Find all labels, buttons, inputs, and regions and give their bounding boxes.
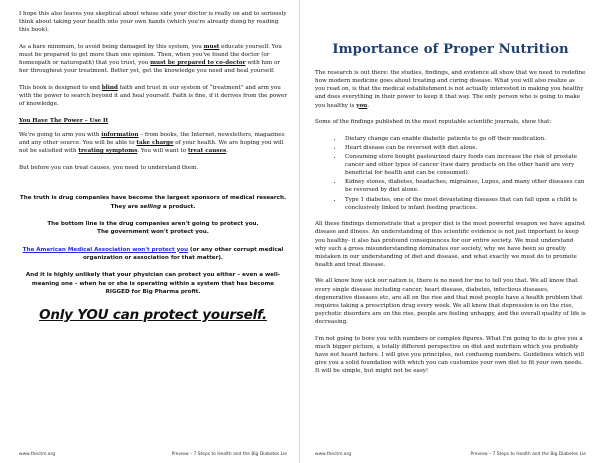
list-item: • Dietary change can enable diabetic patients to go off their medication. [343,135,586,143]
emphasis-take-charge: take charge [136,139,174,146]
footer-website: www.thectm.org [315,452,351,457]
callout-4 [19,271,287,296]
emphasis-treat-causes: treat causes [187,147,227,154]
left-footer [19,452,287,457]
left-paragraph-1-text: I hope this also leaves you skeptical about whose side your doctor is really on and to seriously think about taking your health into your own hands (which you're already doing by reading this book). [19,11,287,34]
text-run: . [226,147,228,154]
ama-link[interactable]: The American Medical Association won't protect you [22,246,189,253]
text-run: with him or her throughout your treatment. Better yet, get the knowledge you need and heal yourself. [19,60,281,75]
text-run: a product. [160,203,196,210]
text-run: The truth is drug companies have become the largest sponsors of medical research. [19,195,287,202]
text-run: But before you can treat causes, you need to understand them. [19,164,199,171]
text-run: This book is designed to end [19,84,102,91]
left-paragraph-4 [19,131,287,155]
emphasis-you: you [356,102,368,109]
emphasis-must: must [203,43,220,50]
right-page-content [315,6,586,384]
text-run: Some of the findings published in the most reputable scientific journals, show that: [315,119,552,126]
emphasis-information: information [101,131,139,138]
findings-list [315,135,586,212]
centered-callouts [19,194,287,297]
right-paragraph-4 [315,277,586,326]
text-run: of your health. We are hoping you will not be satisfied with [19,139,284,154]
text-run: As a bare minimum, to avoid being damaged by this system, you [19,43,204,50]
right-paragraph-5 [315,335,586,376]
emphasis-selling: selling [140,203,161,210]
left-paragraph-2 [19,43,287,75]
list-item: • Consuming store bought pasteurized dairy foods can increase the risk of prostate cancer and other types of cancer (raw dairy products on the other hand are very beneficial for health and can be consumed). [343,153,586,177]
right-paragraph-3 [315,220,586,269]
text-run: And it is highly unlikely that your physician can protect you either – even a well-meaning one – when he or she is operating within a system that has become RIGGED for Big Pharma profit. [25,272,281,296]
text-run: I'm not going to bore you with numbers or complex figures. What I'm going to do is give you a much bigger picture, a totally different perspective on diet and nutrition which you probably have not heard before. I will give you principles, not confusing numbers. Guidelines which will give you a solid foundation with which you can customize your own diet to fit your own needs. It will be simple, but might not be easy! [315,335,585,375]
text-run: They are [110,203,141,210]
callout-3 [19,246,287,263]
text-run: . You will want to [137,147,188,154]
text-run: We all know how sick our nation is, there is no need for me to tell you that. We all know that every single disease including cancer, heart disease, diabetes, infectious diseases, degenerative diseases etc, are all on the rise and that most people have a health problem that requires taking a prescription drug every week. We all know that depression is on the rise, psychotic disorders are on the rise, people are feeling unhappy, and the overall quality of life is decreasing. [315,278,586,325]
text-run: – from books, the Internet, newsletters, magazines and any other source. You will be able to [19,131,285,146]
section-title: Importance of Proper Nutrition [332,42,569,57]
list-item: • Heart disease can be reversed with diet alone. [343,144,586,152]
list-item: • Type 1 diabetes, one of the most devastating diseases that can fall upon a child is conclusively linked to infant feeding practices. [343,196,586,212]
text-run: faith and trust in our system of “treatment” and arm you with the power to search beyond it and heal yourself. Faith is fine, if it derives from the power of knowledge. [19,84,287,107]
power-heading: You Have The Power – Use It [19,117,109,124]
list-item: • Kidney stones, diabetes, headaches, migraines, Lupus, and many other diseases can be reversed by diet alone. [343,178,586,194]
text-run: All these findings demonstrate that a proper diet is the most powerful weapon we have against disease and illness. An understanding of this scientific evidence is not just important to keep you healthy- it also has profound consequences for our [315,221,586,244]
protect-yourself-claim: Only YOU can protect yourself. [39,306,267,323]
footer-website: www.thectm.org [19,452,55,457]
emphasis-treating-symptoms: treating symptoms [78,147,138,154]
left-page-content [19,10,287,325]
footer-preview-title: Preview – 7 Steps to Health and the Big Diabetes Lie [470,452,586,457]
text-run: . We must understand why such a gross misunderstanding dominates our society, why we have been so greatly mistaken in our understanding of diet and disease, and what exactly we must do to promote health and treat disease. [315,237,577,268]
emphasis-blind: blind [101,84,118,91]
left-paragraph-3 [19,84,287,108]
text-run: educate yourself. You must be prepared to get more than one opinion. Then, when you've found the doctor (or homeopath or naturopath) that you trust, you [19,43,282,67]
text-run: (or any other corrupt medical organization or association for that matter). [82,246,284,262]
right-paragraph-1 [315,69,586,110]
emphasis-entire-society: entire society [472,237,512,244]
callout-2 [19,220,287,237]
spacer [19,180,287,194]
footer-preview-title: Preview – 7 Steps to Health and the Big Diabetes Lie [171,452,287,457]
emphasis-co-doctor: must be prepared to co-doctor [150,60,246,67]
right-footer [315,452,586,457]
left-paragraph-1 [19,10,287,34]
right-paragraph-2 [315,118,586,126]
callout-1 [19,194,287,211]
text-run: The research is out there: the studies, findings, and evidence all show that we need to redefine how modern medicine goes about treating and curing disease. What you will also realize as you read on, is that the medical establishment is not actually interested in making you healthy and does everything in their power to keep it that way. The only person who is going to make you healthy is [315,70,586,109]
text-run: . [367,102,370,109]
right-page [300,0,600,463]
text-run: We're going to arm you with [19,131,102,138]
text-run: The bottom line is the drug companies aren't going to protect you. [47,220,259,227]
text-run: The government won't protect you. [97,229,209,236]
left-paragraph-5 [19,164,287,172]
